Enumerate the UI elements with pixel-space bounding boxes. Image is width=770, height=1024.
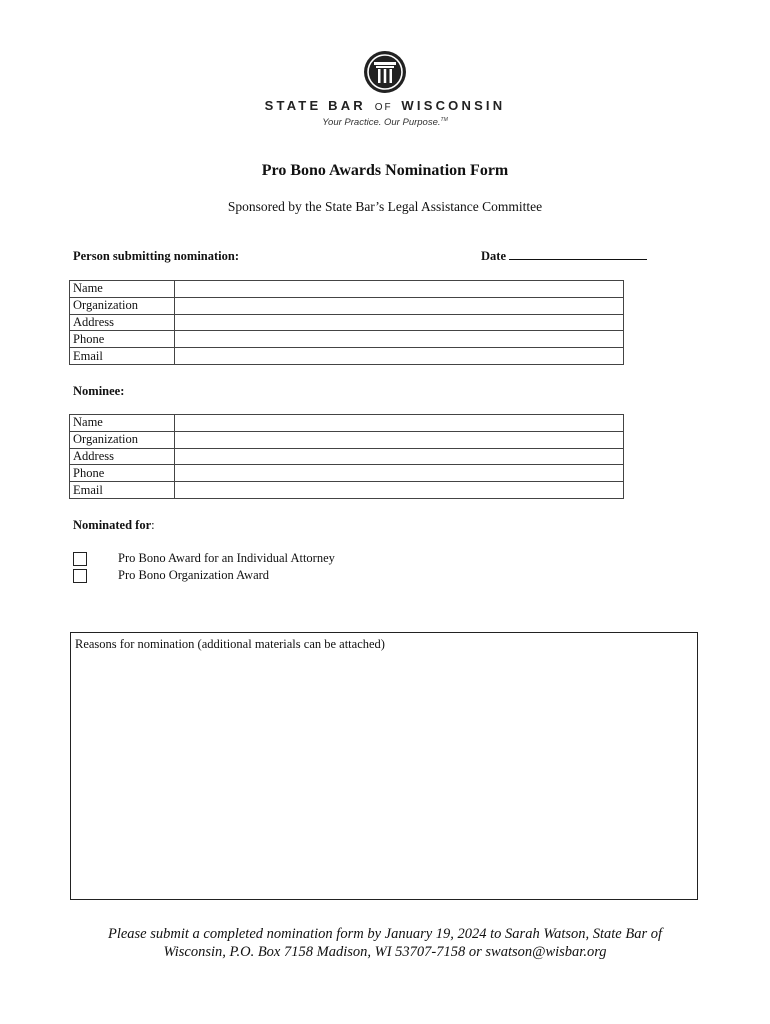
field-label: Organization <box>70 297 175 314</box>
form-subtitle: Sponsored by the State Bar’s Legal Assistance Committee <box>227 199 543 214</box>
nominee-email-field[interactable] <box>175 482 624 499</box>
field-label: Phone <box>70 331 175 348</box>
table-row <box>70 297 624 314</box>
date-label: Date <box>481 249 506 263</box>
organization-name <box>0 98 770 113</box>
org-name-part2: WISCONSIN <box>401 98 506 113</box>
field-label: Phone <box>70 465 175 482</box>
nominee-heading: Nominee: <box>73 384 125 398</box>
award-options <box>73 550 335 584</box>
form-title: Pro Bono Awards Nomination Form <box>261 162 509 179</box>
field-label: Address <box>70 314 175 331</box>
nominee-organization-field[interactable] <box>175 431 624 448</box>
nominated-for-text: Nominated for <box>73 518 152 532</box>
table-row <box>70 482 624 499</box>
field-label: Email <box>70 348 175 365</box>
checkbox-individual-attorney[interactable] <box>73 552 87 566</box>
org-name-part1: STATE BAR <box>264 98 366 113</box>
footer-line-1: Please submit a completed nomination form by January 19, 2024 to Sarah Watson, State Bar of <box>107 926 663 942</box>
table-row <box>70 465 624 482</box>
option-individual-attorney[interactable] <box>73 550 335 567</box>
nominee-address-field[interactable] <box>175 448 624 465</box>
submitter-table <box>69 280 624 365</box>
date-input-line[interactable] <box>509 249 647 260</box>
table-row <box>70 431 624 448</box>
submitter-email-field[interactable] <box>175 348 624 365</box>
table-row <box>70 281 624 298</box>
nominee-phone-field[interactable] <box>175 465 624 482</box>
submitter-address-field[interactable] <box>175 314 624 331</box>
tagline <box>0 117 770 128</box>
nominated-for-colon: : <box>151 518 155 532</box>
nominee-name-field[interactable] <box>175 415 624 432</box>
table-row <box>70 448 624 465</box>
table-row <box>70 314 624 331</box>
nominated-for-heading <box>73 518 155 533</box>
field-label: Organization <box>70 431 175 448</box>
header-logo <box>0 50 770 128</box>
field-label: Address <box>70 448 175 465</box>
option-label: Pro Bono Organization Award <box>118 568 270 582</box>
submitter-heading: Person submitting nomination: <box>73 249 239 263</box>
reasons-label: Reasons for nomination (additional materials can be attached) <box>75 637 385 651</box>
option-organization-award[interactable] <box>73 567 335 584</box>
column-emblem-icon <box>363 50 407 94</box>
submitter-phone-field[interactable] <box>175 331 624 348</box>
field-label: Email <box>70 482 175 499</box>
tagline-text: Your Practice. Our Purpose. <box>322 117 441 129</box>
org-name-of: OF <box>374 102 393 113</box>
field-label: Name <box>70 281 175 298</box>
field-label: Name <box>70 415 175 432</box>
footer-line-2: Wisconsin, P.O. Box 7158 Madison, WI 53707-7158 or swatson@wisbar.org <box>163 944 607 960</box>
submission-instructions <box>0 925 770 961</box>
checkbox-organization-award[interactable] <box>73 569 87 583</box>
trademark-mark: TM <box>440 117 448 123</box>
submitter-organization-field[interactable] <box>175 297 624 314</box>
date-field[interactable] <box>481 249 647 264</box>
nominee-table <box>69 414 624 499</box>
table-row <box>70 415 624 432</box>
reasons-textarea[interactable] <box>70 632 698 900</box>
table-row <box>70 331 624 348</box>
option-label: Pro Bono Award for an Individual Attorney <box>118 551 335 565</box>
table-row <box>70 348 624 365</box>
submitter-name-field[interactable] <box>175 281 624 298</box>
